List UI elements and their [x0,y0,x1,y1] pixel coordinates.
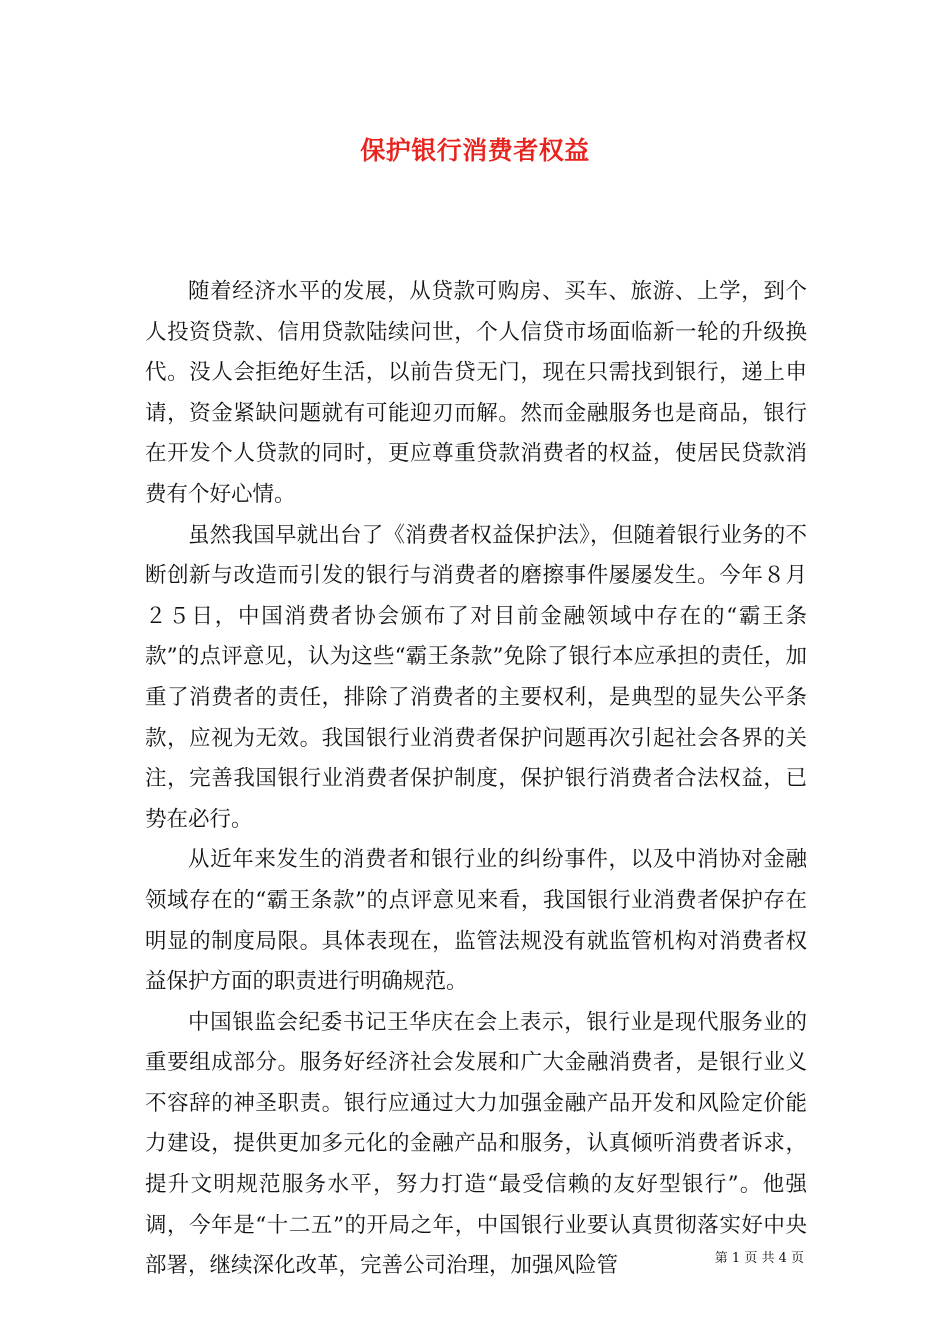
document-body [145,272,807,1287]
paragraph: 虽然我国早就出台了《消费者权益保护法》，但随着银行业务的不断创新与改造而引发的银行与消费者的磨擦事件屡屡发生。今年８月２５日，中国消费者协会颁布了对目前金融领域中存在的“霸王条款”的点评意见，认为这些“霸王条款”免除了银行本应承担的责任，加重了消费者的责任，排除了消费者的主要权利，是典型的显失公平条款，应视为无效。我国银行业消费者保护问题再次引起社会各界的关注，完善我国银行业消费者保护制度，保护银行消费者合法权益，已势在必行。 [145,522,807,832]
paragraph: 从近年来发生的消费者和银行业的纠纷事件，以及中消协对金融领域存在的“霸王条款”的点评意见来看，我国银行业消费者保护存在明显的制度局限。具体表现在，监管法规没有就监管机构对消费者权益保护方面的职责进行明确规范。 [145,847,807,995]
page-number-footer: 第 1 页 共 4 页 [714,1251,804,1266]
paragraph: 中国银监会纪委书记王华庆在会上表示，银行业是现代服务业的重要组成部分。服务好经济社会发展和广大金融消费者，是银行业义不容辞的神圣职责。银行应通过大力加强金融产品开发和风险定价能力建设，提供更加多元化的金融产品和服务，认真倾听消费者诉求，提升文明规范服务水平，努力打造“最受信赖的友好型银行”。他强调，今年是“十二五”的开局之年，中国银行业要认真贯彻落实好中央部署，继续深化改革，完善公司治理，加强风险管 [145,1009,807,1279]
document-title: 保护银行消费者权益 [360,136,590,165]
paragraph: 随着经济水平的发展，从贷款可购房、买车、旅游、上学，到个人投资贷款、信用贷款陆续问世，个人信贷市场面临新一轮的升级换代。没人会拒绝好生活，以前告贷无门，现在只需找到银行，递上申请，资金紧缺问题就有可能迎刃而解。然而金融服务也是商品，银行在开发个人贷款的同时，更应尊重贷款消费者的权益，使居民贷款消费有个好心情。 [145,279,807,507]
